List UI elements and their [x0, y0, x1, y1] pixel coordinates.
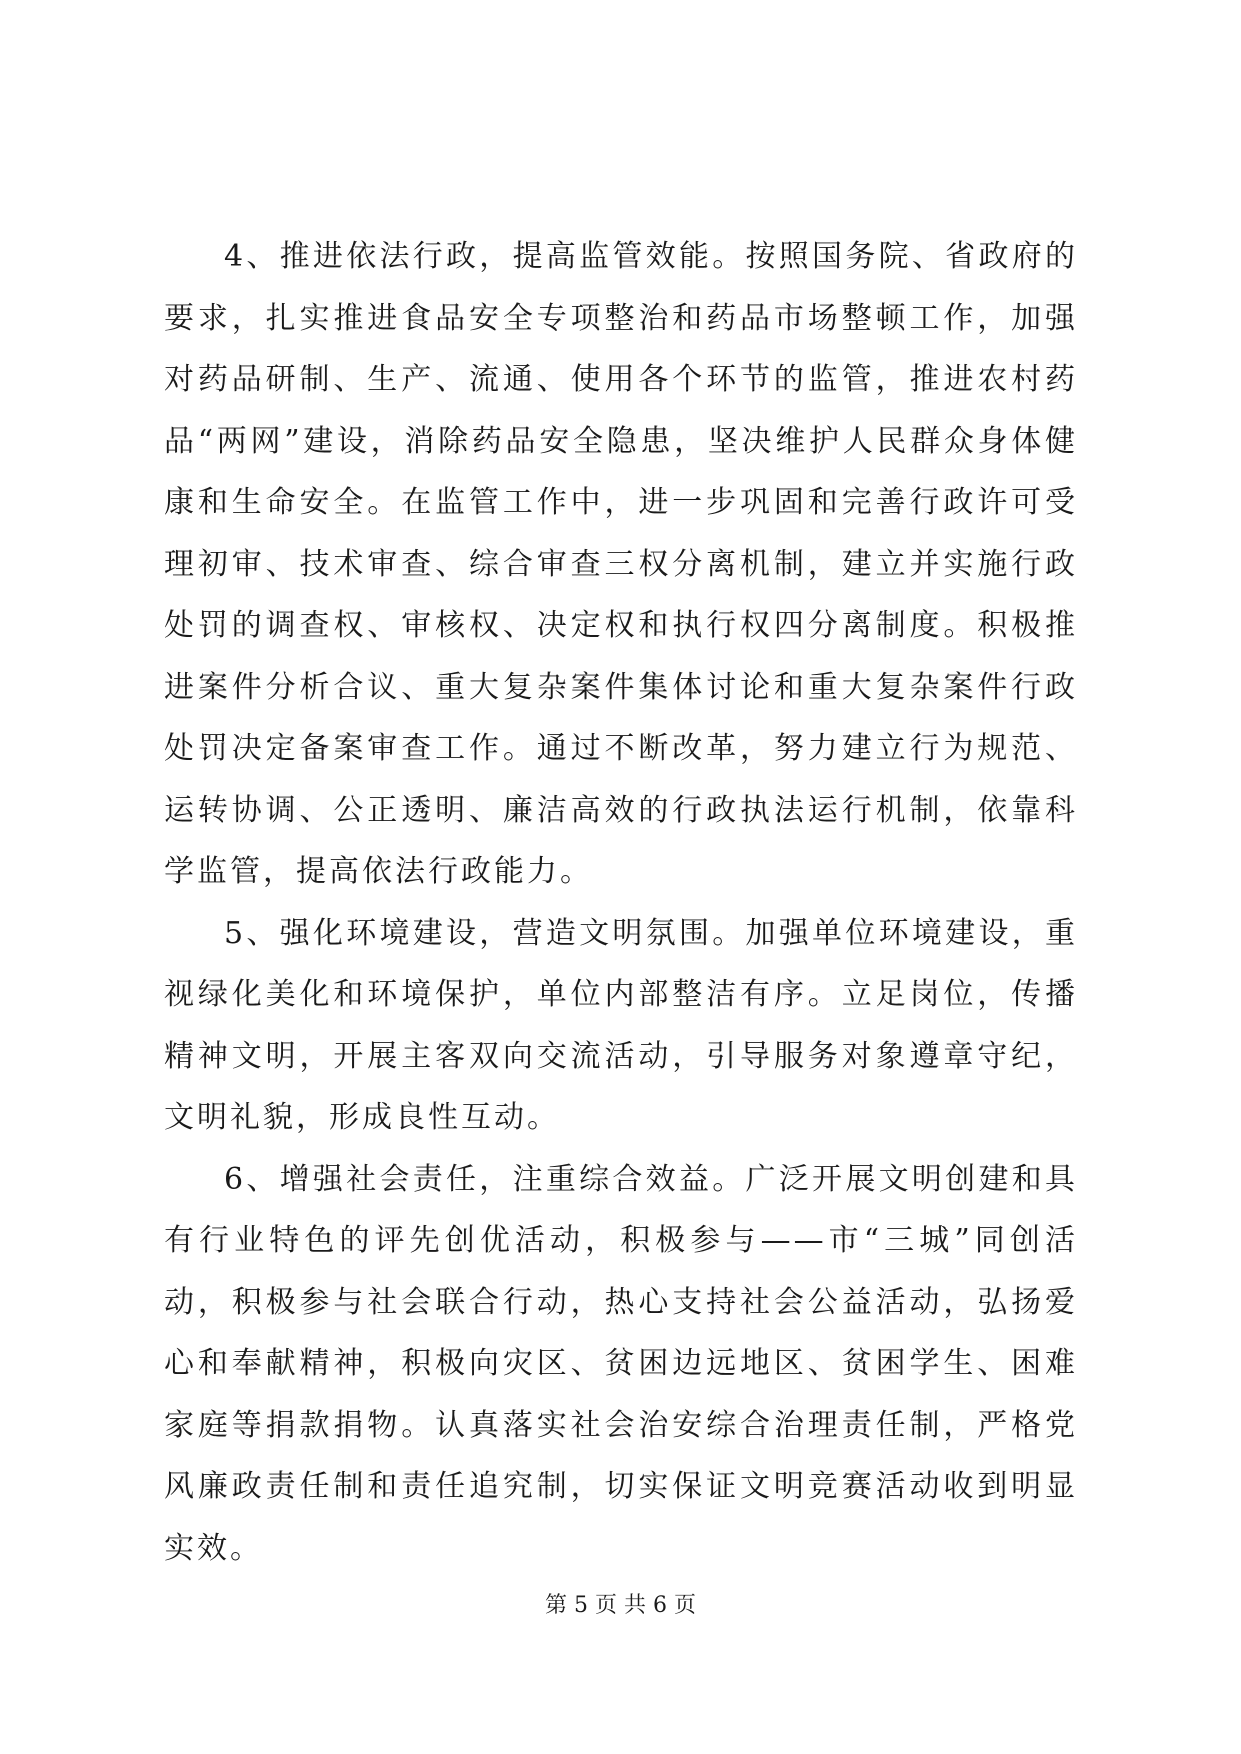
paragraph-5: 5、强化环境建设，营造文明氛围。加强单位环境建设，重视绿化美化和环境保护，单位内部整洁有序。立足岗位，传播精神文明，开展主客双向交流活动，引导服务对象遵章守纪，文明礼貌，形成良性互动。	[164, 915, 1078, 1135]
paragraph-4: 4、推进依法行政，提高监管效能。按照国务院、省政府的要求，扎实推进食品安全专项整治和药品市场整顿工作，加强对药品研制、生产、流通、使用各个环节的监管，推进农村药品“两网”建设，消除药品安全隐患，坚决维护人民群众身体健康和生命安全。在监管工作中，进一步巩固和完善行政许可受理初审、技术审查、综合审查三权分离机制，建立并实施行政处罚的调查权、审核权、决定权和执行权四分离制度。积极推进案件分析合议、重大复杂案件集体讨论和重大复杂案件行政处罚决定备案审查工作。通过不断改革，努力建立行为规范、运转协调、公正透明、廉洁高效的行政执法运行机制，依靠科学监管，提高依法行政能力。	[164, 239, 1078, 889]
paragraph-6: 6、增强社会责任，注重综合效益。广泛开展文明创建和具有行业特色的评先创优活动，积极参与——市“三城”同创活动，积极参与社会联合行动，热心支持社会公益活动，弘扬爱心和奉献精神，积极向灾区、贫困边远地区、贫困学生、困难家庭等捐款捐物。认真落实社会治安综合治理责任制，严格党风廉政责任制和责任追究制，切实保证文明竞赛活动收到明显实效。	[164, 1161, 1078, 1566]
document-body	[164, 226, 1078, 1579]
page-number: 第 5 页 共 6 页	[545, 1593, 696, 1618]
page-footer	[0, 1591, 1241, 1621]
